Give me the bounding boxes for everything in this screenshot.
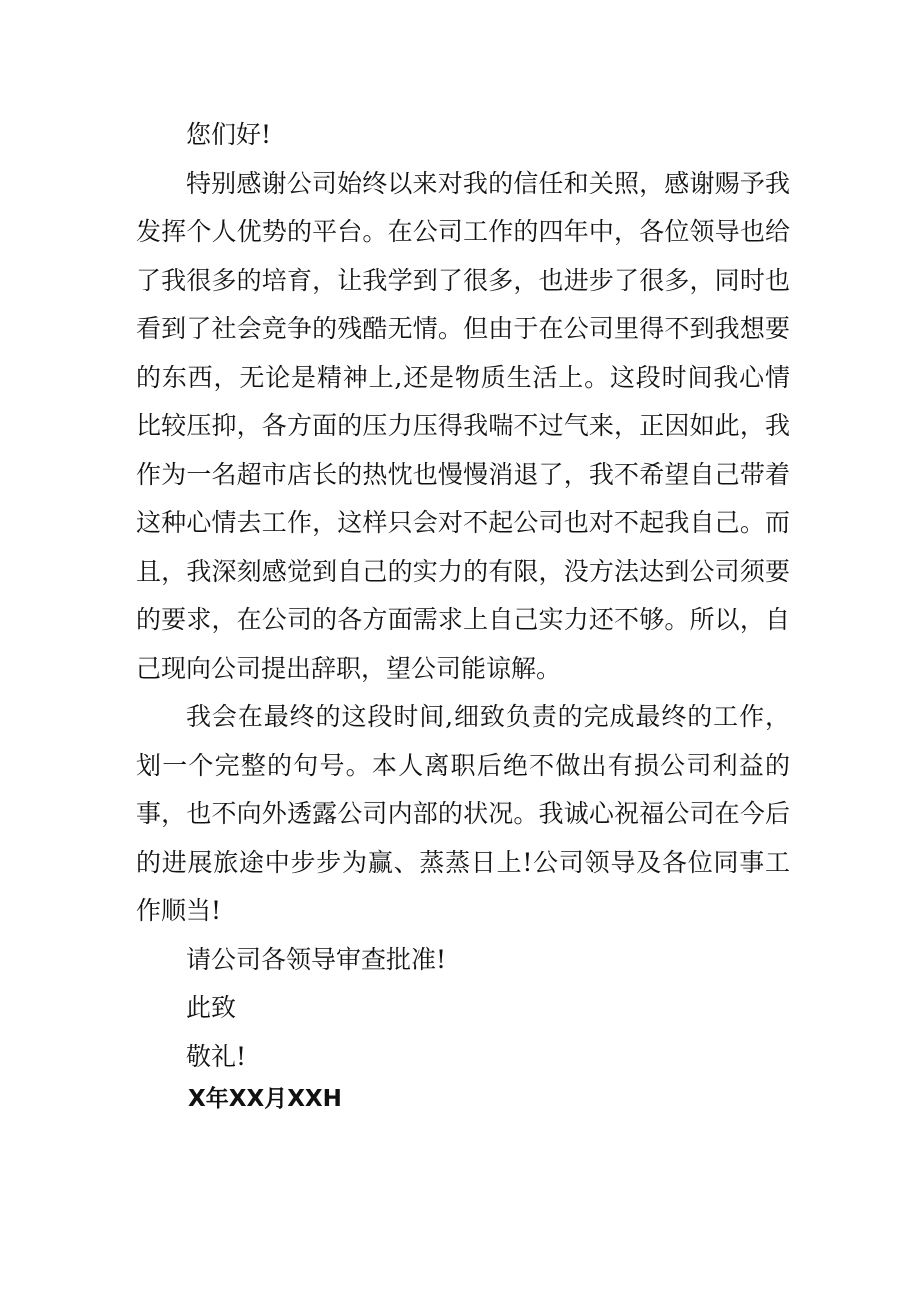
date-line: X年XX月XXH	[188, 1086, 342, 1112]
resignation-letter	[136, 111, 790, 1121]
greeting: 您们好!	[186, 120, 272, 149]
approval-request: 请公司各领导审查批准!	[186, 944, 447, 974]
body-paragraph-1: 特别感谢公司始终以来对我的信任和关照，感谢赐予我发挥个人优势的平台。在公司工作的四年中，各位领导也给了我很多的培育，让我学到了很多，也进步了很多，同时也看到了社会竞争的残酷无情。但由于在公司里得不到我想要的东西，无论是精神上,还是物质生活上。这段时间我心情比较压抑，各方面的压力压得我喘不过气来，正因如此，我作为一名超市店长的热忱也慢慢消退了，我不希望自己带着这种心情去工作，这样只会对不起公司也对不起我自己。而且，我深刻感觉到自己的实力的有限，没方法达到公司须要的要求，在公司的各方面需求上自己实力还不够。所以，自己现向公司提出辞职，望公司能谅解。	[136, 168, 790, 683]
body-paragraph-2: 我会在最终的这段时间,细致负责的完成最终的工作，划一个完整的句号。本人离职后绝不做出有损公司利益的事，也不向外透露公司内部的状况。我诚心祝福公司在今后的进展旅途中步步为赢、蒸蒸日上!公司领导及各位同事工作顺当!	[136, 702, 790, 925]
closing-salutation: 此致	[186, 993, 237, 1022]
closing-regards: 敬礼!	[186, 1041, 247, 1071]
